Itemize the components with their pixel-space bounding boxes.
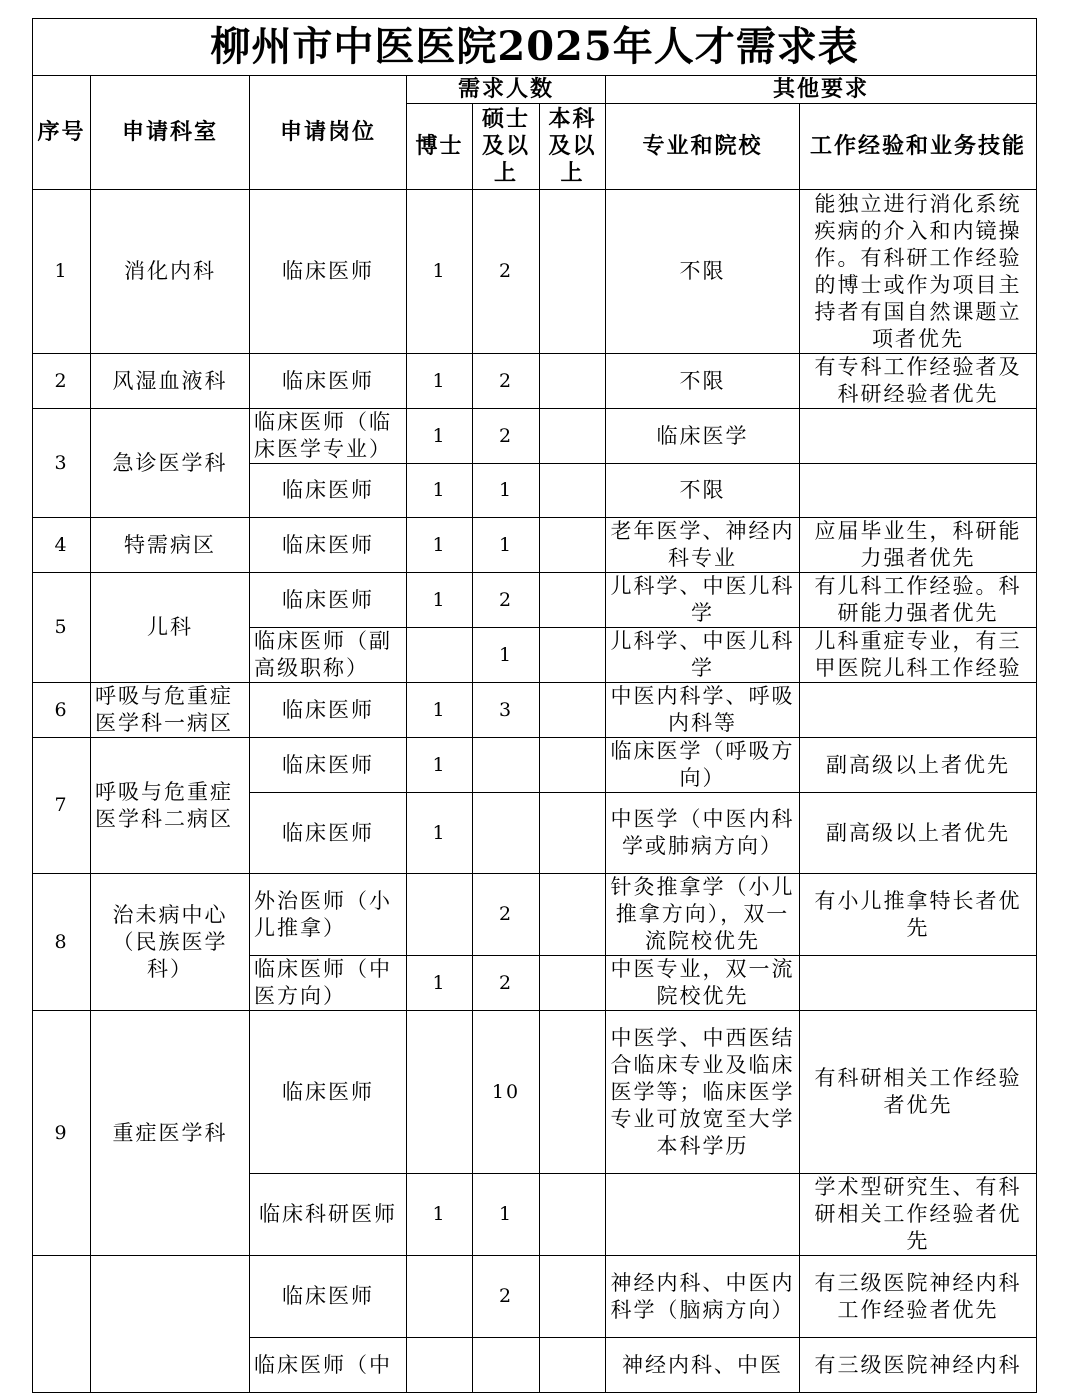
row-bachelor	[540, 409, 606, 464]
row-post: 临床医师	[250, 793, 407, 874]
row-phd: 1	[407, 1174, 473, 1256]
row-bachelor	[540, 628, 606, 683]
row-post: 临床科研医师	[250, 1174, 407, 1256]
talent-demand-table	[32, 18, 1037, 1393]
row-major: 中医学（中医内科学或肺病方向）	[606, 793, 800, 874]
row-exp	[800, 956, 1037, 1011]
row-phd: 1	[407, 573, 473, 628]
row-master: 1	[473, 464, 540, 518]
header-post: 申请岗位	[250, 76, 407, 190]
row-exp	[800, 683, 1037, 738]
row-post: 临床医师	[250, 1011, 407, 1174]
row-post: 临床医师	[250, 738, 407, 793]
row-bachelor	[540, 738, 606, 793]
row-major: 神经内科、中医	[606, 1338, 800, 1393]
row-phd: 1	[407, 464, 473, 518]
row-exp: 有三级医院神经内科	[800, 1338, 1037, 1393]
table-row	[33, 1011, 1037, 1174]
row-phd	[407, 628, 473, 683]
row-master: 2	[473, 573, 540, 628]
row-major: 不限	[606, 190, 800, 354]
table-row	[33, 409, 1037, 464]
header-phd: 博士	[407, 104, 473, 190]
table-row	[33, 190, 1037, 354]
row-master: 2	[473, 956, 540, 1011]
table-row	[33, 573, 1037, 628]
row-post: 临床医师（临床医学专业）	[250, 409, 407, 464]
header-bachelor: 本科及以上	[540, 104, 606, 190]
row-phd: 1	[407, 956, 473, 1011]
row-major: 儿科学、中医儿科学	[606, 628, 800, 683]
row-bachelor	[540, 354, 606, 409]
row-master	[473, 793, 540, 874]
row-exp: 有小儿推拿特长者优先	[800, 874, 1037, 956]
row-phd	[407, 874, 473, 956]
header-other: 其他要求	[606, 76, 1037, 104]
header-exp: 工作经验和业务技能	[800, 104, 1037, 190]
row-bachelor	[540, 573, 606, 628]
row-exp: 应届毕业生，科研能力强者优先	[800, 518, 1037, 573]
row-major: 不限	[606, 354, 800, 409]
row-bachelor	[540, 956, 606, 1011]
header-major: 专业和院校	[606, 104, 800, 190]
row-bachelor	[540, 874, 606, 956]
row-phd	[407, 1011, 473, 1174]
row-major: 临床医学（呼吸方向）	[606, 738, 800, 793]
table-row	[33, 354, 1037, 409]
row-phd: 1	[407, 409, 473, 464]
row-exp: 有三级医院神经内科工作经验者优先	[800, 1256, 1037, 1338]
row-seq: 3	[33, 409, 91, 518]
row-master: 1	[473, 628, 540, 683]
row-major: 中医专业，双一流院校优先	[606, 956, 800, 1011]
row-seq: 7	[33, 738, 91, 874]
row-major: 老年医学、神经内科专业	[606, 518, 800, 573]
row-master: 10	[473, 1011, 540, 1174]
row-post: 临床医师	[250, 683, 407, 738]
row-seq: 1	[33, 190, 91, 354]
recruitment-sheet	[32, 18, 1038, 1393]
row-post: 临床医师（中医方向）	[250, 956, 407, 1011]
row-bachelor	[540, 1174, 606, 1256]
row-seq: 9	[33, 1011, 91, 1256]
row-exp: 有科研相关工作经验者优先	[800, 1011, 1037, 1174]
row-phd: 1	[407, 354, 473, 409]
row-major	[606, 1174, 800, 1256]
row-post: 临床医师	[250, 1256, 407, 1338]
row-exp: 副高级以上者优先	[800, 793, 1037, 874]
row-dept: 重症医学科	[91, 1011, 250, 1256]
row-exp: 有专科工作经验者及科研经验者优先	[800, 354, 1037, 409]
row-major: 中医内科学、呼吸内科等	[606, 683, 800, 738]
row-phd: 1	[407, 738, 473, 793]
table-row	[33, 738, 1037, 793]
row-master	[473, 738, 540, 793]
row-exp: 能独立进行消化系统疾病的介入和内镜操作。有科研工作经验的博士或作为项目主持者有国自然课题立项者优先	[800, 190, 1037, 354]
row-seq: 8	[33, 874, 91, 1011]
table-row	[33, 683, 1037, 738]
row-dept: 消化内科	[91, 190, 250, 354]
row-bachelor	[540, 518, 606, 573]
row-phd: 1	[407, 518, 473, 573]
row-seq: 5	[33, 573, 91, 683]
row-bachelor	[540, 190, 606, 354]
row-exp: 学术型研究生、有科研相关工作经验者优先	[800, 1174, 1037, 1256]
row-master: 2	[473, 190, 540, 354]
row-bachelor	[540, 464, 606, 518]
row-exp: 儿科重症专业，有三甲医院儿科工作经验	[800, 628, 1037, 683]
row-master: 3	[473, 683, 540, 738]
row-dept: 急诊医学科	[91, 409, 250, 518]
row-major: 儿科学、中医儿科学	[606, 573, 800, 628]
row-exp	[800, 464, 1037, 518]
row-exp	[800, 409, 1037, 464]
row-dept: 特需病区	[91, 518, 250, 573]
row-post: 临床医师	[250, 518, 407, 573]
row-post: 临床医师（中	[250, 1338, 407, 1393]
row-major: 不限	[606, 464, 800, 518]
row-post: 临床医师	[250, 354, 407, 409]
row-bachelor	[540, 793, 606, 874]
header-dept: 申请科室	[91, 76, 250, 190]
table-row	[33, 874, 1037, 956]
row-master: 1	[473, 518, 540, 573]
row-post: 外治医师（小儿推拿）	[250, 874, 407, 956]
row-phd: 1	[407, 190, 473, 354]
row-dept: 呼吸与危重症医学科一病区	[91, 683, 250, 738]
row-major: 针灸推拿学（小儿推拿方向），双一流院校优先	[606, 874, 800, 956]
row-major: 神经内科、中医内科学（脑病方向）	[606, 1256, 800, 1338]
row-dept: 治未病中心（民族医学科）	[91, 874, 250, 1011]
row-bachelor	[540, 683, 606, 738]
row-seq: 4	[33, 518, 91, 573]
row-master: 2	[473, 354, 540, 409]
row-exp: 副高级以上者优先	[800, 738, 1037, 793]
row-bachelor	[540, 1338, 606, 1393]
row-dept: 儿科	[91, 573, 250, 683]
row-master: 2	[473, 1256, 540, 1338]
row-seq: 2	[33, 354, 91, 409]
table-row	[33, 518, 1037, 573]
header-master: 硕士及以上	[473, 104, 540, 190]
row-major: 中医学、中西医结合临床专业及临床医学等；临床医学专业可放宽至大学本科学历	[606, 1011, 800, 1174]
table-row	[33, 1256, 1037, 1338]
row-master	[473, 1338, 540, 1393]
row-bachelor	[540, 1256, 606, 1338]
row-post: 临床医师（副高级职称）	[250, 628, 407, 683]
row-post: 临床医师	[250, 190, 407, 354]
row-phd	[407, 1338, 473, 1393]
row-dept: 风湿血液科	[91, 354, 250, 409]
table-title: 柳州市中医医院2025年人才需求表	[33, 19, 1037, 76]
row-post: 临床医师	[250, 464, 407, 518]
row-dept: 呼吸与危重症医学科二病区	[91, 738, 250, 874]
row-phd: 1	[407, 793, 473, 874]
row-master: 2	[473, 409, 540, 464]
row-seq: 6	[33, 683, 91, 738]
row-major: 临床医学	[606, 409, 800, 464]
header-seq: 序号	[33, 76, 91, 190]
row-phd	[407, 1256, 473, 1338]
row-post: 临床医师	[250, 573, 407, 628]
row-master: 1	[473, 1174, 540, 1256]
row-exp: 有儿科工作经验。科研能力强者优先	[800, 573, 1037, 628]
row-bachelor	[540, 1011, 606, 1174]
row-master: 2	[473, 874, 540, 956]
row-phd: 1	[407, 683, 473, 738]
header-demand: 需求人数	[407, 76, 606, 104]
